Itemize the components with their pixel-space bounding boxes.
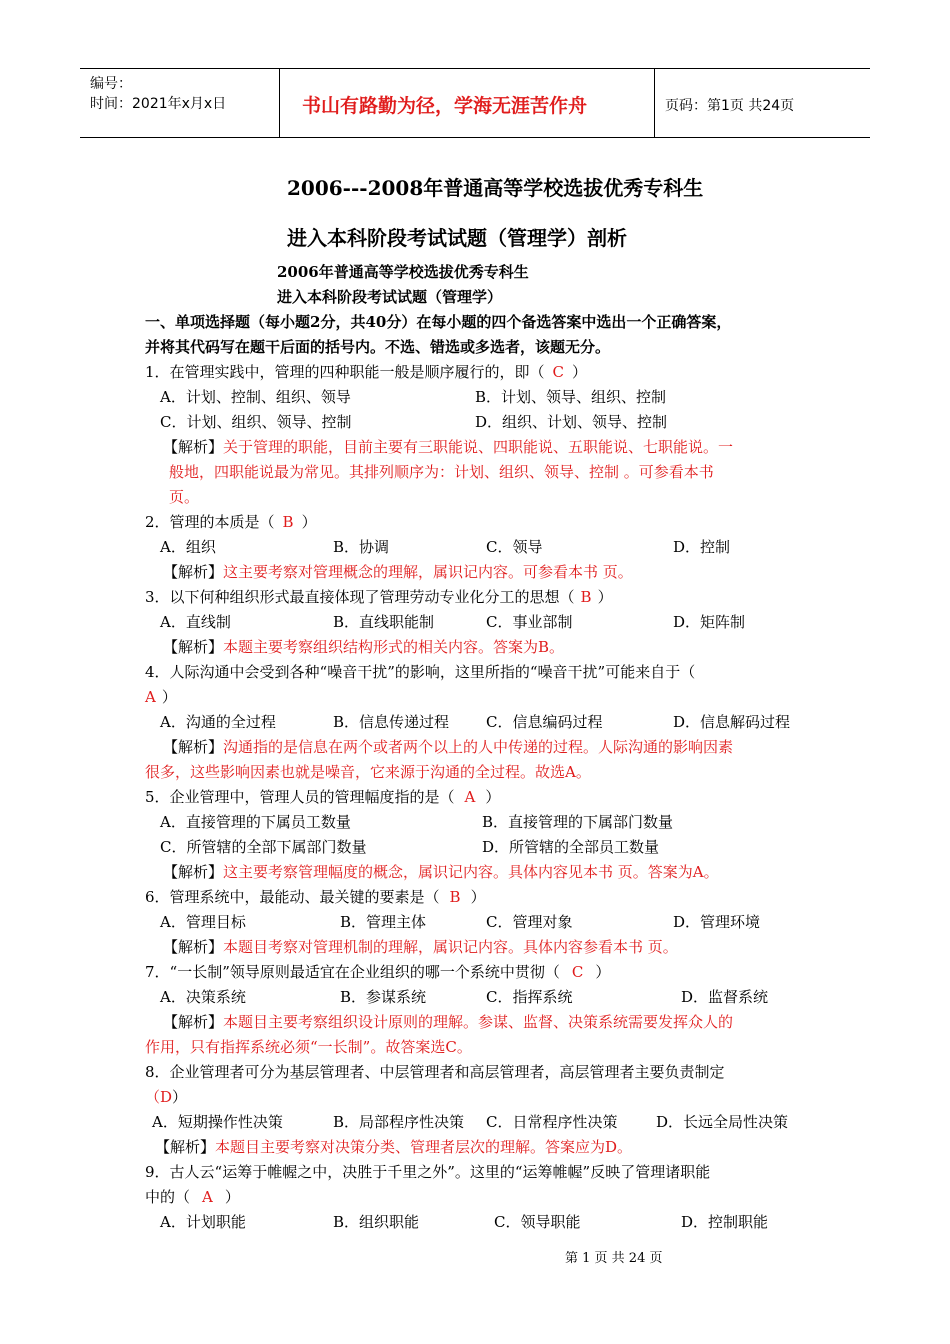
page-header xyxy=(80,68,870,138)
question-4-answer: A xyxy=(145,688,156,706)
q4-explanation-line1: 【解析】沟通指的是信息在两个或者两个以上的人中传递的过程。人际沟通的影响因素 xyxy=(163,738,734,756)
q3-option-a: A．直线制 xyxy=(160,613,231,631)
motto: 书山有路勤为径，学海无涯苦作舟 xyxy=(302,95,588,117)
q7-option-c: C．指挥系统 xyxy=(486,988,573,1006)
q8-option-a: A．短期操作性决策 xyxy=(152,1113,283,1131)
q2-option-d: D．控制 xyxy=(673,538,731,556)
q4-option-a: A．沟通的全过程 xyxy=(160,713,276,731)
q8-option-d: D．长远全局性决策 xyxy=(656,1113,789,1131)
q7-option-b: B．参谋系统 xyxy=(340,988,427,1006)
question-4-answer-line: A ） xyxy=(145,688,177,706)
time-label: 时间：2021年x月x日 xyxy=(90,96,227,112)
q9-option-d: D．控制职能 xyxy=(681,1213,769,1231)
q2-explanation: 【解析】这主要考察对管理概念的理解，属识记内容。可参看本书 页。 xyxy=(163,563,633,581)
q6-option-d: D．管理环境 xyxy=(673,913,761,931)
question-5-stem: 5．企业管理中，管理人员的管理幅度指的是（ A ） xyxy=(145,788,501,806)
question-8-answer: D xyxy=(160,1088,173,1106)
section-instructions-line2: 并将其代码写在题干后面的括号内。不选、错选或多选者，该题无分。 xyxy=(145,338,611,356)
q9-option-a: A．计划职能 xyxy=(160,1213,246,1231)
question-5-answer: A xyxy=(464,788,476,806)
page-info: 页码：第1页 共24页 xyxy=(665,98,795,114)
q5-option-a: A．直接管理的下属员工数量 xyxy=(160,813,351,831)
q8-option-c: C．日常程序性决策 xyxy=(486,1113,618,1131)
q1-option-d: D．组织、计划、领导、控制 xyxy=(475,413,668,431)
exam-subtitle-line1: 2006年普通高等学校选拔优秀专科生 xyxy=(277,263,529,281)
question-9-stem-line2: 中的（ A ） xyxy=(145,1188,240,1206)
question-9-answer: A xyxy=(202,1188,213,1206)
question-3-stem: 3．以下何种组织形式最直接体现了管理劳动专业化分工的思想（ B ） xyxy=(145,588,613,606)
q6-explanation: 【解析】本题目考察对管理机制的理解，属识记内容。具体内容参看本书 页。 xyxy=(163,938,678,956)
q1-option-c: C．计划、组织、领导、控制 xyxy=(160,413,352,431)
q3-option-c: C．事业部制 xyxy=(486,613,573,631)
q4-option-c: C．信息编码过程 xyxy=(486,713,603,731)
q1-explanation-line1: 【解析】关于管理的职能，目前主要有三职能说、四职能说、五职能说、七职能说。一 xyxy=(163,438,734,456)
section-instructions-line1: 一、单项选择题（每小题2分，共40分）在每小题的四个备选答案中选出一个正确答案， xyxy=(145,313,732,331)
question-9-stem: 9．古人云“运筹于帷幄之中，决胜于千里之外”。这里的“运筹帷幄”反映了管理诸职能 xyxy=(145,1163,711,1181)
q8-explanation: 【解析】本题目主要考察对决策分类、管理者层次的理解。答案应为D。 xyxy=(155,1138,633,1156)
question-1-stem: 1．在管理实践中，管理的四种职能一般是顺序履行的，即（ C ） xyxy=(145,363,588,381)
header-info-cell xyxy=(80,69,280,137)
q2-option-a: A．组织 xyxy=(160,538,216,556)
q9-option-c: C．领导职能 xyxy=(494,1213,581,1231)
q5-option-b: B．直接管理的下属部门数量 xyxy=(482,813,674,831)
q8-option-b: B．局部程序性决策 xyxy=(333,1113,465,1131)
question-7-answer: C xyxy=(571,963,584,981)
q1-option-a: A．计划、控制、组织、领导 xyxy=(160,388,351,406)
question-1-answer: C xyxy=(552,363,565,381)
q7-explanation-line2: 作用，只有指挥系统必须“一长制”。故答案选C。 xyxy=(145,1038,472,1056)
exam-subtitle-line2: 进入本科阶段考试试题（管理学） xyxy=(277,288,503,306)
q6-option-a: A．管理目标 xyxy=(160,913,246,931)
page-footer: 第 1 页 共 24 页 xyxy=(565,1251,663,1266)
code-label: 编号： xyxy=(90,76,132,92)
q3-explanation: 【解析】本题主要考察组织结构形式的相关内容。答案为B。 xyxy=(163,638,565,656)
question-6-answer: B xyxy=(449,888,461,906)
doc-title-line2: 进入本科阶段考试试题（管理学）剖析 xyxy=(287,226,627,250)
q1-explanation-line2: 般地，四职能说最为常见。其排列顺序为：计划、组织、领导、控制 。可参看本书 xyxy=(169,463,714,481)
q7-option-a: A．决策系统 xyxy=(160,988,246,1006)
question-2-stem: 2．管理的本质是（ B ） xyxy=(145,513,317,531)
question-8-answer-line: （D） xyxy=(145,1088,188,1106)
question-3-answer: B xyxy=(580,588,592,606)
q5-explanation: 【解析】这主要考察管理幅度的概念，属识记内容。具体内容见本书 页。答案为A。 xyxy=(163,863,719,881)
question-6-stem: 6．管理系统中，最能动、最关键的要素是（ B ） xyxy=(145,888,486,906)
question-7-stem: 7．“一长制”领导原则最适宜在企业组织的哪一个系统中贯彻（ C ） xyxy=(145,963,611,981)
q3-option-b: B．直线职能制 xyxy=(333,613,435,631)
q5-option-c: C．所管辖的全部下属部门数量 xyxy=(160,838,367,856)
q1-option-b: B．计划、领导、组织、控制 xyxy=(475,388,667,406)
q2-option-c: C．领导 xyxy=(486,538,543,556)
q4-option-d: D．信息解码过程 xyxy=(673,713,791,731)
q6-option-c: C．管理对象 xyxy=(486,913,573,931)
q7-explanation-line1: 【解析】本题目主要考察组织设计原则的理解。参谋、监督、决策系统需要发挥众人的 xyxy=(163,1013,734,1031)
q1-explanation-line3: 页。 xyxy=(169,488,200,506)
q6-option-b: B．管理主体 xyxy=(340,913,427,931)
q3-option-d: D．矩阵制 xyxy=(673,613,746,631)
question-8-stem: 8．企业管理者可分为基层管理者、中层管理者和高层管理者，高层管理者主要负责制定 xyxy=(145,1063,725,1081)
q5-option-d: D．所管辖的全部员工数量 xyxy=(482,838,660,856)
question-2-answer: B xyxy=(282,513,294,531)
q7-option-d: D．监督系统 xyxy=(681,988,769,1006)
question-4-stem: 4．人际沟通中会受到各种“噪音干扰”的影响，这里所指的“噪音干扰”可能来自于（ xyxy=(145,663,696,681)
q4-explanation-line2: 很多，这些影响因素也就是噪音，它来源于沟通的全过程。故选A。 xyxy=(145,763,591,781)
doc-title-line1: 2006---2008年普通高等学校选拔优秀专科生 xyxy=(287,176,704,200)
q9-option-b: B．组织职能 xyxy=(333,1213,420,1231)
q4-option-b: B．信息传递过程 xyxy=(333,713,450,731)
header-motto-cell xyxy=(280,69,655,137)
q2-option-b: B．协调 xyxy=(333,538,390,556)
